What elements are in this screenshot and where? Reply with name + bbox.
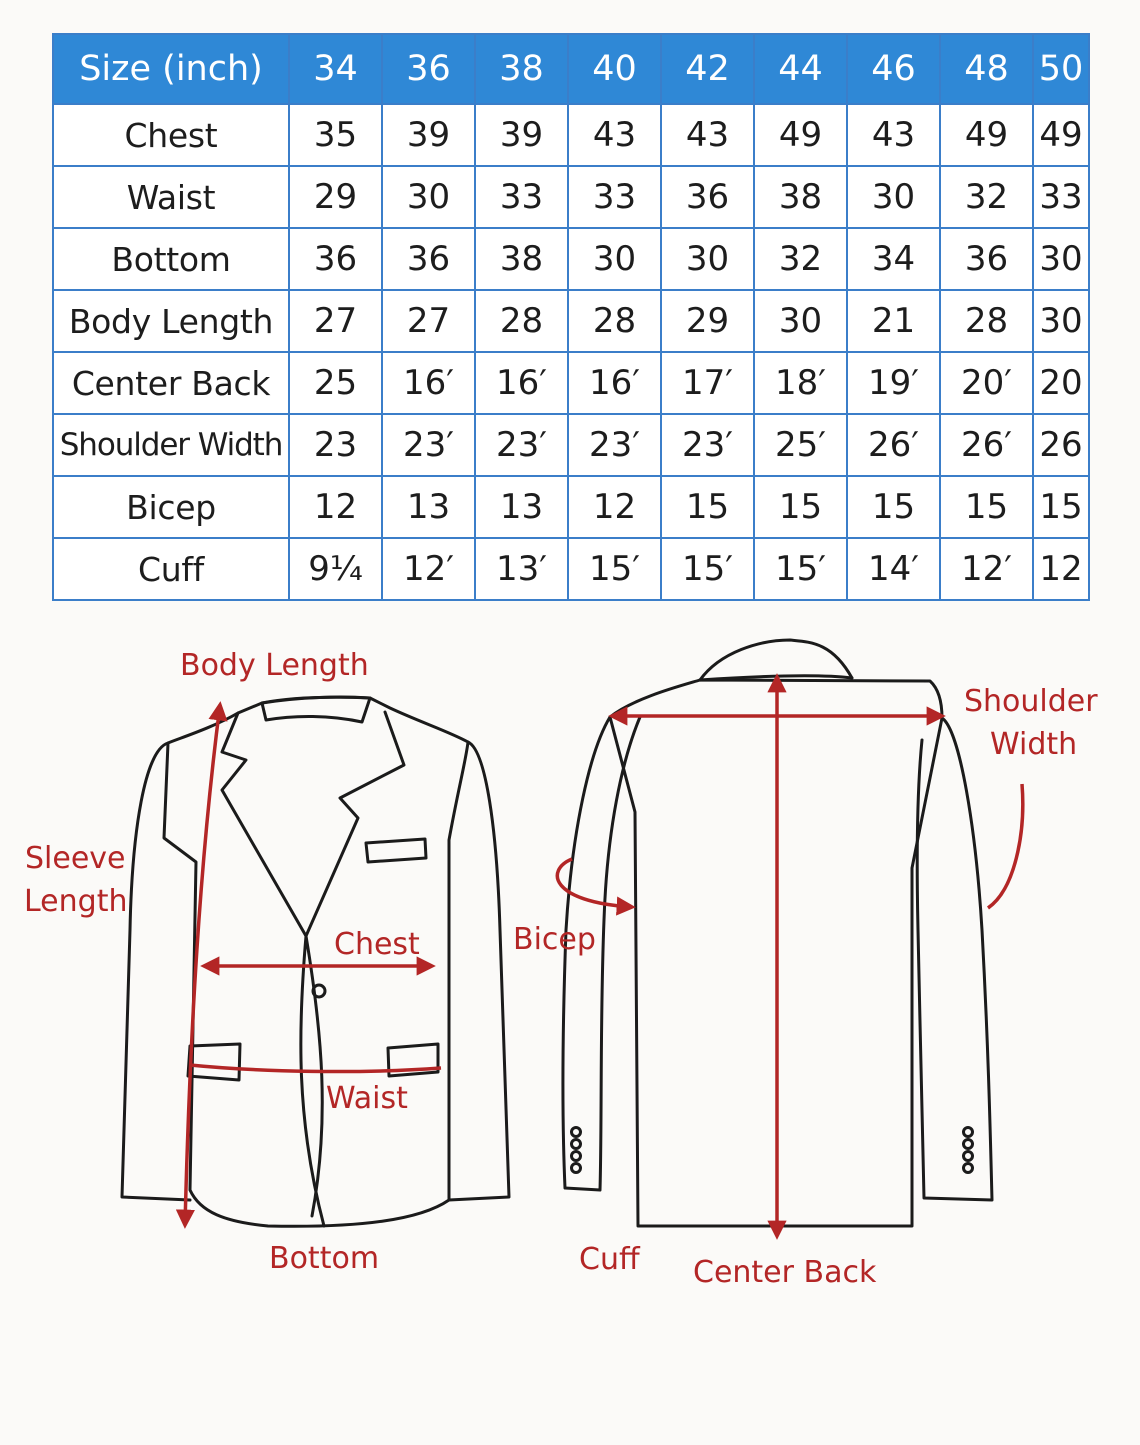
measurement-cell: 33 bbox=[1033, 166, 1089, 228]
measurement-cell: 28 bbox=[568, 290, 661, 352]
header-cell-size: 36 bbox=[382, 34, 475, 104]
measurement-cell: 27 bbox=[289, 290, 382, 352]
row-label: Cuff bbox=[53, 538, 289, 600]
header-cell-size: 34 bbox=[289, 34, 382, 104]
measurement-cell: 26′ bbox=[940, 414, 1033, 476]
table-row bbox=[53, 228, 1089, 290]
size-chart-table bbox=[52, 33, 1090, 601]
table-row bbox=[53, 290, 1089, 352]
table-row bbox=[53, 104, 1089, 166]
measurement-cell: 15 bbox=[754, 476, 847, 538]
measurement-cell: 12′ bbox=[940, 538, 1033, 600]
measurement-cell: 49 bbox=[940, 104, 1033, 166]
measurement-cell: 36 bbox=[382, 228, 475, 290]
measurement-cell: 43 bbox=[661, 104, 754, 166]
measurement-cell: 12′ bbox=[382, 538, 475, 600]
header-cell-size: 48 bbox=[940, 34, 1033, 104]
measurement-cell: 15′ bbox=[661, 538, 754, 600]
measurement-cell: 26′ bbox=[847, 414, 940, 476]
header-cell-size-label: Size (inch) bbox=[53, 34, 289, 104]
measurement-cell: 30 bbox=[382, 166, 475, 228]
measurement-cell: 13 bbox=[382, 476, 475, 538]
table-header-row bbox=[53, 34, 1089, 104]
measurement-cell: 29 bbox=[661, 290, 754, 352]
front-measurement-lines bbox=[185, 705, 441, 1225]
label-shoulder-width: Width bbox=[990, 727, 1078, 762]
measurement-cell: 13′ bbox=[475, 538, 568, 600]
measurement-cell: 30 bbox=[847, 166, 940, 228]
label-chest: Chest bbox=[334, 927, 420, 962]
table-row bbox=[53, 538, 1089, 600]
measurement-cell: 39 bbox=[475, 104, 568, 166]
measurement-cell: 9¼ bbox=[289, 538, 382, 600]
row-label: Center Back bbox=[53, 352, 289, 414]
header-cell-size: 42 bbox=[661, 34, 754, 104]
label-center-back: Center Back bbox=[693, 1255, 877, 1290]
row-label: Waist bbox=[53, 166, 289, 228]
measurement-cell: 30 bbox=[1033, 290, 1089, 352]
measurement-cell: 43 bbox=[847, 104, 940, 166]
header-cell-size: 50 bbox=[1033, 34, 1089, 104]
measurement-cell: 16′ bbox=[382, 352, 475, 414]
measurement-cell: 43 bbox=[568, 104, 661, 166]
measurement-cell: 15 bbox=[661, 476, 754, 538]
measurement-cell: 16′ bbox=[568, 352, 661, 414]
header-cell-size: 46 bbox=[847, 34, 940, 104]
header-cell-size: 44 bbox=[754, 34, 847, 104]
row-label: Bicep bbox=[53, 476, 289, 538]
measurement-cell: 14′ bbox=[847, 538, 940, 600]
measurement-cell: 17′ bbox=[661, 352, 754, 414]
measurement-cell: 34 bbox=[847, 228, 940, 290]
measurement-cell: 23′ bbox=[661, 414, 754, 476]
measurement-cell: 20 bbox=[1033, 352, 1089, 414]
measurement-cell: 28 bbox=[940, 290, 1033, 352]
measurement-cell: 26 bbox=[1033, 414, 1089, 476]
row-label: Chest bbox=[53, 104, 289, 166]
measurement-cell: 12 bbox=[568, 476, 661, 538]
back-measurement-lines bbox=[557, 677, 1022, 1236]
measurement-cell: 28 bbox=[475, 290, 568, 352]
measurement-cell: 23′ bbox=[568, 414, 661, 476]
measurement-cell: 39 bbox=[382, 104, 475, 166]
table-row bbox=[53, 352, 1089, 414]
label-bicep: Bicep bbox=[513, 922, 596, 957]
label-waist: Waist bbox=[326, 1081, 408, 1116]
measurement-cell: 38 bbox=[475, 228, 568, 290]
measurement-cell: 30 bbox=[661, 228, 754, 290]
measurement-cell: 35 bbox=[289, 104, 382, 166]
measurement-cell: 32 bbox=[754, 228, 847, 290]
front-jacket-outline bbox=[122, 697, 509, 1226]
jacket-measurement-diagram bbox=[0, 600, 1140, 1445]
measurement-cell: 33 bbox=[475, 166, 568, 228]
label-sleeve-length: Sleeve bbox=[25, 841, 126, 876]
measurement-cell: 32 bbox=[940, 166, 1033, 228]
measurement-cell: 30 bbox=[754, 290, 847, 352]
table-row bbox=[53, 476, 1089, 538]
measurement-cell: 33 bbox=[568, 166, 661, 228]
measurement-cell: 15 bbox=[1033, 476, 1089, 538]
measurement-cell: 23′ bbox=[475, 414, 568, 476]
measurement-cell: 30 bbox=[568, 228, 661, 290]
measurement-cell: 18′ bbox=[754, 352, 847, 414]
measurement-cell: 27 bbox=[382, 290, 475, 352]
measurement-cell: 36 bbox=[940, 228, 1033, 290]
row-label: Shoulder Width bbox=[53, 414, 289, 476]
measurement-cell: 30 bbox=[1033, 228, 1089, 290]
measurement-cell: 38 bbox=[754, 166, 847, 228]
header-cell-size: 38 bbox=[475, 34, 568, 104]
measurement-cell: 36 bbox=[289, 228, 382, 290]
measurement-cell: 49 bbox=[754, 104, 847, 166]
measurement-cell: 12 bbox=[289, 476, 382, 538]
measurement-cell: 13 bbox=[475, 476, 568, 538]
label-cuff: Cuff bbox=[579, 1242, 640, 1277]
header-cell-size: 40 bbox=[568, 34, 661, 104]
measurement-cell: 16′ bbox=[475, 352, 568, 414]
label-sleeve-length: Length bbox=[24, 884, 128, 919]
label-body-length: Body Length bbox=[180, 648, 369, 683]
measurement-cell: 20′ bbox=[940, 352, 1033, 414]
measurement-cell: 49 bbox=[1033, 104, 1089, 166]
measurement-cell: 21 bbox=[847, 290, 940, 352]
measurement-cell: 23 bbox=[289, 414, 382, 476]
row-label: Body Length bbox=[53, 290, 289, 352]
measurement-cell: 23′ bbox=[382, 414, 475, 476]
table-row bbox=[53, 166, 1089, 228]
measurement-cell: 25′ bbox=[754, 414, 847, 476]
measurement-cell: 15′ bbox=[568, 538, 661, 600]
table-row bbox=[53, 414, 1089, 476]
measurement-cell: 36 bbox=[661, 166, 754, 228]
measurement-cell: 15′ bbox=[754, 538, 847, 600]
label-shoulder-width: Shoulder bbox=[964, 684, 1098, 719]
measurement-cell: 12 bbox=[1033, 538, 1089, 600]
measurement-cell: 15 bbox=[940, 476, 1033, 538]
measurement-cell: 15 bbox=[847, 476, 940, 538]
measurement-cell: 29 bbox=[289, 166, 382, 228]
label-bottom: Bottom bbox=[269, 1241, 380, 1276]
row-label: Bottom bbox=[53, 228, 289, 290]
measurement-cell: 25 bbox=[289, 352, 382, 414]
measurement-cell: 19′ bbox=[847, 352, 940, 414]
